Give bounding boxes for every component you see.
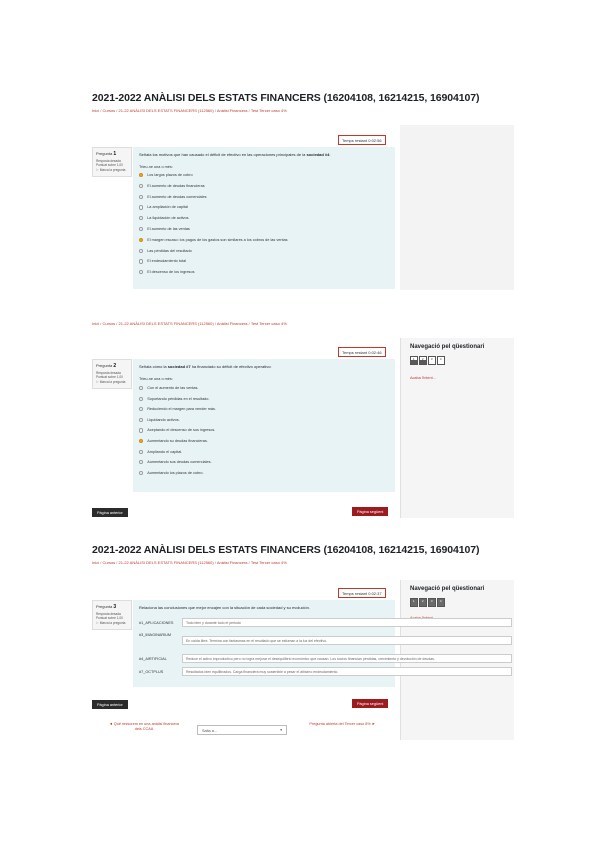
checkbox-unchecked[interactable] bbox=[139, 184, 143, 188]
nav-question-2[interactable] bbox=[419, 356, 427, 365]
breadcrumb-course[interactable]: 21-22 ANÀLISI DELS ESTATS FINANCERS (112560) bbox=[118, 560, 214, 565]
breadcrumb: Inici / Cursos / 21-22 ANÀLISI DELS ESTATS FINANCERS (112560) / Anàlisi Financera / Test Tercer caso 4% bbox=[92, 321, 287, 326]
timer: Temps restant 0:02:37 bbox=[338, 588, 386, 598]
previous-page-button[interactable]: Pàgina anterior bbox=[92, 700, 128, 709]
checkbox-unchecked[interactable] bbox=[139, 195, 143, 199]
flag-question[interactable]: ⚐ Marca la pregunta bbox=[96, 621, 126, 626]
answer-option[interactable] bbox=[139, 397, 209, 401]
question-status: Resposta desada bbox=[96, 158, 121, 163]
screenshot-question-1 bbox=[0, 85, 599, 295]
answer-option-label: Ampliando el capital. bbox=[147, 449, 183, 454]
answer-option-label: La liquidación de activos bbox=[147, 216, 189, 221]
nav-question-1[interactable]: 1 bbox=[410, 598, 418, 607]
answer-option[interactable] bbox=[139, 205, 188, 209]
choose-label: Trieu-ne una o més: bbox=[139, 165, 173, 169]
quiz-navigation-title: Navegació pel qüestionari bbox=[410, 586, 485, 592]
breadcrumb-section[interactable]: Anàlisi Financera bbox=[216, 321, 248, 326]
answer-option-label: El margen escaso: los pagos de los gastos son similares a los cobros de las ventas bbox=[147, 237, 288, 242]
checkbox-unchecked[interactable] bbox=[139, 227, 143, 231]
nav-question-4[interactable]: 4 bbox=[437, 356, 445, 365]
breadcrumb-courses[interactable]: Cursos bbox=[102, 321, 116, 326]
question-status: Resposta desada bbox=[96, 370, 121, 375]
checkbox-unchecked[interactable] bbox=[139, 460, 143, 464]
answer-option-label: Las pérdidas del resultado bbox=[147, 248, 192, 253]
breadcrumb: Inici / Cursos / 21-22 ANÀLISI DELS ESTATS FINANCERS (112560) / Anàlisi Financera / Test Tercer caso 4% bbox=[92, 108, 287, 113]
answer-option[interactable] bbox=[139, 238, 288, 242]
answer-option[interactable] bbox=[139, 259, 186, 263]
breadcrumb-home[interactable]: Inici bbox=[92, 321, 100, 326]
breadcrumb-quiz[interactable]: Test Tercer caso 4% bbox=[250, 108, 287, 113]
answer-option[interactable] bbox=[139, 428, 215, 432]
answer-option[interactable] bbox=[139, 439, 208, 443]
answer-option-label: El aumento de las ventas bbox=[147, 227, 190, 232]
question-info bbox=[92, 600, 132, 630]
next-page-button[interactable]: Pàgina següent bbox=[352, 507, 388, 516]
answer-option[interactable] bbox=[139, 173, 193, 177]
match-label-2: #3_IMAGINARIUM bbox=[139, 633, 172, 637]
choose-label: Trieu-ne una o més: bbox=[139, 377, 173, 381]
checkbox-unchecked[interactable] bbox=[139, 259, 143, 263]
nav-question-1[interactable] bbox=[410, 356, 418, 365]
question-marks: Puntuat sobre 1,00 bbox=[96, 163, 123, 168]
right-gray-panel bbox=[400, 125, 514, 290]
question-info bbox=[92, 147, 132, 177]
answer-option-label: El aumento de deudas financieras bbox=[147, 183, 205, 188]
question-text: Relaciona las conclusiones que mejor encajen con la situación de cada sociedad y su evolución. bbox=[139, 605, 310, 610]
previous-activity-link[interactable]: ◄ Qué ressurem en una anàlisi financera dels CCAA bbox=[108, 722, 180, 732]
checkbox-unchecked[interactable] bbox=[139, 249, 143, 253]
match-select-4[interactable]: Resultados bien equilibrados. Carga financiera muy sostenible a pesar el altísimo endeudamiento. bbox=[182, 667, 512, 676]
nav-question-3[interactable]: 3 bbox=[428, 356, 436, 365]
answer-option-label: Los largos plazos de cobro bbox=[147, 173, 193, 178]
nav-question-3[interactable]: 3 bbox=[428, 598, 436, 607]
flag-question[interactable]: ⚐ Marca la pregunta bbox=[96, 168, 126, 173]
answer-option[interactable] bbox=[139, 460, 212, 464]
chevron-down-icon: ▾ bbox=[280, 728, 282, 732]
breadcrumb-home[interactable]: Inici bbox=[92, 108, 100, 113]
question-text: Señala los motivos que han causado el déficit de efectivo en las operaciones principales de la sociedad #4: bbox=[139, 152, 331, 157]
match-label-1: #1_APLICACIONES bbox=[139, 621, 174, 625]
answer-option-label: La ampliación de capital bbox=[147, 205, 188, 210]
next-page-button[interactable]: Pàgina següent bbox=[352, 699, 388, 708]
answer-option[interactable] bbox=[139, 195, 207, 199]
checkbox-checked[interactable] bbox=[139, 439, 143, 443]
answer-option[interactable] bbox=[139, 216, 189, 220]
question-marks: Puntuat sobre 1,00 bbox=[96, 375, 123, 380]
breadcrumb-home[interactable]: Inici bbox=[92, 560, 100, 565]
question-info bbox=[92, 359, 132, 389]
timer: Temps restant 0:02:46 bbox=[338, 347, 386, 357]
checkbox-unchecked[interactable] bbox=[139, 471, 143, 475]
question-text: Señala cómo la sociedad #7 ha financiado su déficit de efectivo operativo: bbox=[139, 364, 272, 369]
checkbox-unchecked[interactable] bbox=[139, 397, 143, 401]
jump-to-select[interactable]: Salta a... ▾ bbox=[197, 725, 287, 735]
checkbox-unchecked[interactable] bbox=[139, 270, 143, 274]
answer-option[interactable] bbox=[139, 407, 216, 411]
answer-option-label: Con el aumento de las ventas. bbox=[147, 386, 199, 391]
breadcrumb-courses[interactable]: Cursos bbox=[102, 108, 116, 113]
course-title: 2021-2022 ANÀLISI DELS ESTATS FINANCERS (16204108, 16214215, 16904107) bbox=[92, 92, 480, 104]
checkbox-checked[interactable] bbox=[139, 238, 143, 242]
checkbox-unchecked[interactable] bbox=[139, 428, 143, 432]
match-select-1[interactable]: Todo bien y durante todo el periodo bbox=[182, 618, 512, 627]
flag-icon: ⚐ bbox=[96, 168, 99, 173]
nav-question-2[interactable]: 2 bbox=[419, 598, 427, 607]
question-number: Pregunta 2 bbox=[96, 363, 117, 369]
question-status: Resposta desada bbox=[96, 611, 121, 616]
match-select-3[interactable]: Reduce el activo improductivo pero no logra mejorar el desequilibrio económico que causan. Los socios financian pérdidas, crecimiento y devolución de deudas. bbox=[182, 654, 512, 663]
checkbox-unchecked[interactable] bbox=[139, 386, 143, 390]
answer-option-label: Liquidando activos. bbox=[147, 417, 180, 422]
answer-option-label: Aumentando su deudas financieras. bbox=[147, 439, 208, 444]
answer-option[interactable] bbox=[139, 386, 198, 390]
checkbox-checked[interactable] bbox=[139, 173, 143, 177]
checkbox-unchecked[interactable] bbox=[139, 216, 143, 220]
answer-option-label: El aumento de deudas comerciales bbox=[147, 194, 207, 199]
answer-option[interactable] bbox=[139, 227, 190, 231]
match-select-2[interactable]: En caída libre. Termina con fantasmas en el resultado que se esfuman a la luz del efectivo. bbox=[182, 636, 512, 645]
checkbox-unchecked[interactable] bbox=[139, 418, 143, 422]
answer-option-label: El endeudamiento total bbox=[147, 259, 187, 264]
answer-option[interactable] bbox=[139, 249, 192, 253]
flag-icon: ⚐ bbox=[96, 380, 99, 385]
answer-option[interactable] bbox=[139, 418, 180, 422]
quiz-navigation-title: Navegació pel qüestionari bbox=[410, 344, 485, 350]
breadcrumb-quiz[interactable]: Test Tercer caso 4% bbox=[250, 321, 287, 326]
answer-option-label: Soportando pérdidas en el resultado. bbox=[147, 396, 210, 401]
breadcrumb-courses[interactable]: Cursos bbox=[102, 560, 116, 565]
answer-option[interactable] bbox=[139, 471, 204, 475]
breadcrumb: Inici / Cursos / 21-22 ANÀLISI DELS ESTATS FINANCERS (112560) / Anàlisi Financera / Test Tercer caso 4% bbox=[92, 560, 287, 565]
answer-option-label: Reduciendo el margen para vender más. bbox=[147, 407, 216, 412]
checkbox-unchecked[interactable] bbox=[139, 450, 143, 454]
nav-question-4[interactable]: 4 bbox=[437, 598, 445, 607]
previous-page-button[interactable]: Pàgina anterior bbox=[92, 508, 128, 517]
checkbox-unchecked[interactable] bbox=[139, 407, 143, 411]
match-label-3: #4_AIRTIFICIAL bbox=[139, 657, 167, 661]
answer-option-label: Aceptando el descenso de sus ingresos. bbox=[147, 428, 216, 433]
breadcrumb-course[interactable]: 21-22 ANÀLISI DELS ESTATS FINANCERS (112560) bbox=[118, 108, 214, 113]
answer-option-label: Aumentando los plazos de cobro. bbox=[147, 470, 204, 475]
answer-option-label: Aumentando sus deudas comerciales. bbox=[147, 460, 212, 465]
question-number: Pregunta 3 bbox=[96, 604, 117, 610]
screenshot-question-3 bbox=[0, 540, 599, 750]
breadcrumb-quiz[interactable]: Test Tercer caso 4% bbox=[250, 560, 287, 565]
screenshot-question-2 bbox=[0, 318, 599, 523]
question-number: Pregunta 1 bbox=[96, 151, 117, 157]
quiz-navigation-panel bbox=[400, 338, 514, 518]
course-title: 2021-2022 ANÀLISI DELS ESTATS FINANCERS (16204108, 16214215, 16904107) bbox=[92, 544, 480, 556]
timer: Temps restant 0:02:56 bbox=[338, 135, 386, 145]
answer-option[interactable] bbox=[139, 184, 205, 188]
match-label-4: #7_OCTPLUS bbox=[139, 670, 164, 674]
question-marks: Puntuat sobre 1,00 bbox=[96, 616, 123, 621]
flag-icon: ⚐ bbox=[96, 621, 99, 626]
breadcrumb-course[interactable]: 21-22 ANÀLISI DELS ESTATS FINANCERS (112560) bbox=[118, 321, 214, 326]
next-activity-link[interactable]: Pregunta abierta del Tercer caso 8% ► bbox=[309, 722, 376, 726]
checkbox-unchecked[interactable] bbox=[139, 205, 143, 209]
breadcrumb-section[interactable]: Anàlisi Financera bbox=[216, 108, 248, 113]
finish-attempt-link[interactable]: Acaba l'intent... bbox=[410, 376, 436, 380]
breadcrumb-section[interactable]: Anàlisi Financera bbox=[216, 560, 248, 565]
answer-option[interactable] bbox=[139, 270, 194, 274]
flag-question[interactable]: ⚐ Marca la pregunta bbox=[96, 380, 126, 385]
answer-option[interactable] bbox=[139, 450, 182, 454]
answer-option-label: El descenso de los ingresos bbox=[147, 270, 195, 275]
